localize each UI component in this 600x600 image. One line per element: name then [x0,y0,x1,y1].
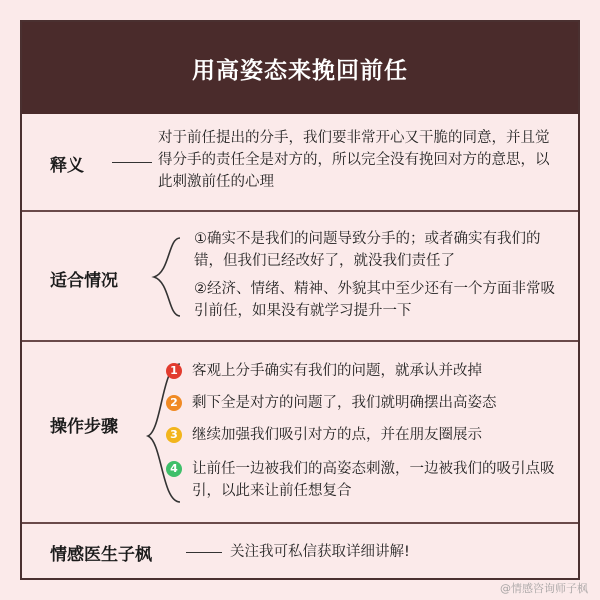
definition-section [22,114,578,210]
definition-label: 释义 [50,156,84,176]
step-number-badge: 1 [166,363,182,379]
page-title: 用高姿态来挽回前任 [192,57,408,84]
step-text: 剩下全是对方的问题了，我们就明确摆出高姿态 [192,395,497,411]
definition-text: 对于前任提出的分手，我们要非常开心又干脆的同意，并且觉得分手的责任全是对方的，所以完全没有挽回对方的意思，以此刺激前任的心理 [158,130,550,190]
step-number-badge: 4 [166,461,182,477]
footer-text: 关注我可私信获取详细讲解! [230,544,410,560]
step-item [170,360,562,382]
situation-item: ①确实不是我们的问题导致分手的；或者确实有我们的错，但我们已经改好了，就没我们责任了 [194,231,541,269]
step-item [170,458,562,502]
title-banner [22,22,578,114]
infographic-card [20,20,580,580]
watermark: @情感咨询师子枫 [500,582,588,595]
situation-item: ②经济、情绪、精神、外貌其中至少还有一个方面非常吸引前任，如果没有就学习提升一下 [194,281,555,319]
step-number-badge: 3 [166,427,182,443]
situations-label: 适合情况 [50,271,118,291]
step-text: 继续加强我们吸引对方的点，并在朋友圈展示 [192,427,482,443]
steps-label: 操作步骤 [50,417,118,437]
brace-connector [150,232,190,322]
step-item [170,424,562,446]
steps-section [22,340,578,522]
situations-section [22,210,578,340]
step-text: 让前任一边被我们的高姿态刺激，一边被我们的吸引点吸引，以此来让前任想复合 [192,461,555,499]
footer-section [22,522,578,578]
step-number-badge: 2 [166,395,182,411]
step-text: 客观上分手确实有我们的问题，就承认并改掉 [192,363,482,379]
step-item [170,392,562,414]
author-label: 情感医生子枫 [50,545,152,565]
connector-line [186,552,222,553]
connector-line [112,162,152,163]
